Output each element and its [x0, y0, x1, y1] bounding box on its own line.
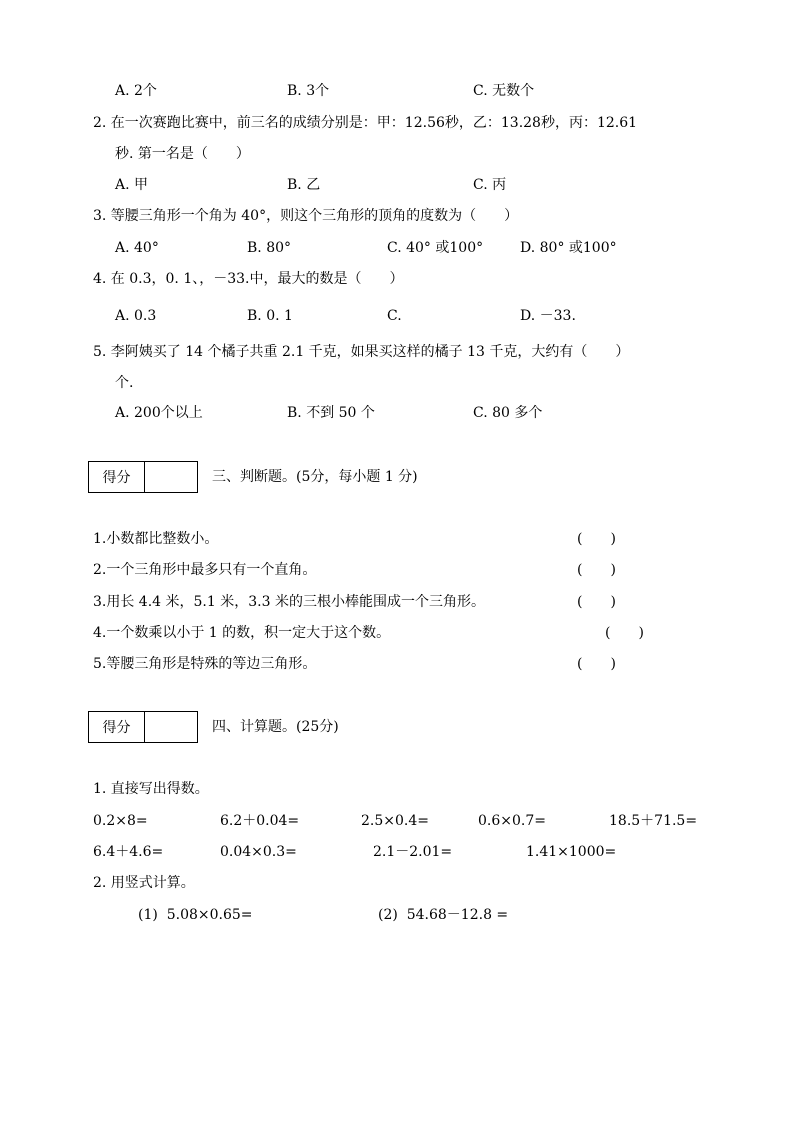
vertical-calc-1: (1) 5.08×0.65= [138, 907, 253, 923]
q3-option-d: D. 80° 或100° [520, 240, 617, 256]
section4-score-box [88, 711, 198, 743]
q4-option-a: A. 0.3 [115, 308, 157, 324]
tf-paren-5: ( ) [577, 656, 616, 672]
q1-option-a: A. 2个 [115, 83, 157, 99]
q5-option-b: B. 不到 50 个 [287, 405, 375, 421]
q3-option-b: B. 80° [247, 240, 292, 256]
calc-r2-c2: 0.04×0.3= [220, 844, 297, 860]
tf-paren-4: ( ) [605, 625, 644, 641]
q4-option-c: C. [387, 308, 402, 324]
calc-sub1-title: 1. 直接写出得数。 [93, 781, 209, 797]
q3-option-a: A. 40° [115, 240, 159, 256]
tf-paren-2: ( ) [577, 562, 616, 578]
calc-r1-c3: 2.5×0.4= [361, 813, 429, 829]
calc-r2-c4: 1.41×1000= [526, 844, 617, 860]
calc-r1-c2: 6.2＋0.04= [220, 813, 300, 829]
q5-option-a: A. 200个以上 [115, 405, 203, 421]
tf-paren-3: ( ) [577, 594, 616, 610]
q4-text: 4. 在 0.3，0. 1、，－33.中，最大的数是（ ） [93, 271, 404, 287]
calc-r1-c1: 0.2×8= [93, 813, 148, 829]
tf-item-5: 5.等腰三角形是特殊的等边三角形。 [93, 656, 317, 672]
tf-item-4: 4.一个数乘以小于 1 的数，积一定大于这个数。 [93, 625, 391, 641]
q5-option-c: C. 80 多个 [473, 405, 543, 421]
q1-option-c: C. 无数个 [473, 83, 535, 99]
q5-text-line2: 个. [115, 375, 134, 391]
section4-title: 四、计算题。(25分) [212, 719, 339, 735]
q2-option-a: A. 甲 [115, 177, 149, 193]
section3-score-box [88, 461, 198, 493]
section3-score-label: 得分 [89, 462, 145, 492]
q1-option-b: B. 3个 [287, 83, 330, 99]
q3-option-c: C. 40° 或100° [387, 240, 484, 256]
q3-text: 3. 等腰三角形一个角为 40°，则这个三角形的顶角的度数为（ ） [93, 208, 519, 224]
q2-text-line1: 2. 在一次赛跑比赛中，前三名的成绩分别是：甲：12.56秒，乙：13.28秒，丙：12.61 [93, 115, 638, 131]
q4-option-d: D. －33. [520, 308, 576, 324]
section3-title: 三、判断题。(5分，每小题 1 分) [212, 469, 418, 485]
calc-r1-c5: 18.5＋71.5= [609, 813, 698, 829]
q4-option-b: B. 0. 1 [247, 308, 293, 324]
section4-score-blank [145, 712, 197, 742]
q5-text-line1: 5. 李阿姨买了 14 个橘子共重 2.1 千克，如果买这样的橘子 13 千克，大约有（ ） [93, 344, 630, 360]
calc-r1-c4: 0.6×0.7= [478, 813, 546, 829]
calc-sub2-title: 2. 用竖式计算。 [93, 875, 195, 891]
tf-item-3: 3.用长 4.4 米，5.1 米，3.3 米的三根小棒能围成一个三角形。 [93, 594, 485, 610]
section4-score-label: 得分 [89, 712, 145, 742]
calc-r2-c1: 6.4＋4.6= [93, 844, 164, 860]
calc-r2-c3: 2.1－2.01= [373, 844, 453, 860]
tf-paren-1: ( ) [577, 531, 616, 547]
vertical-calc-2: (2) 54.68－12.8 = [378, 907, 509, 923]
q2-option-c: C. 丙 [473, 177, 507, 193]
tf-item-1: 1.小数都比整数小。 [93, 531, 219, 547]
q2-text-line2: 秒. 第一名是（ ） [115, 146, 250, 162]
tf-item-2: 2.一个三角形中最多只有一个直角。 [93, 562, 317, 578]
section3-score-blank [145, 462, 197, 492]
q2-option-b: B. 乙 [287, 177, 321, 193]
